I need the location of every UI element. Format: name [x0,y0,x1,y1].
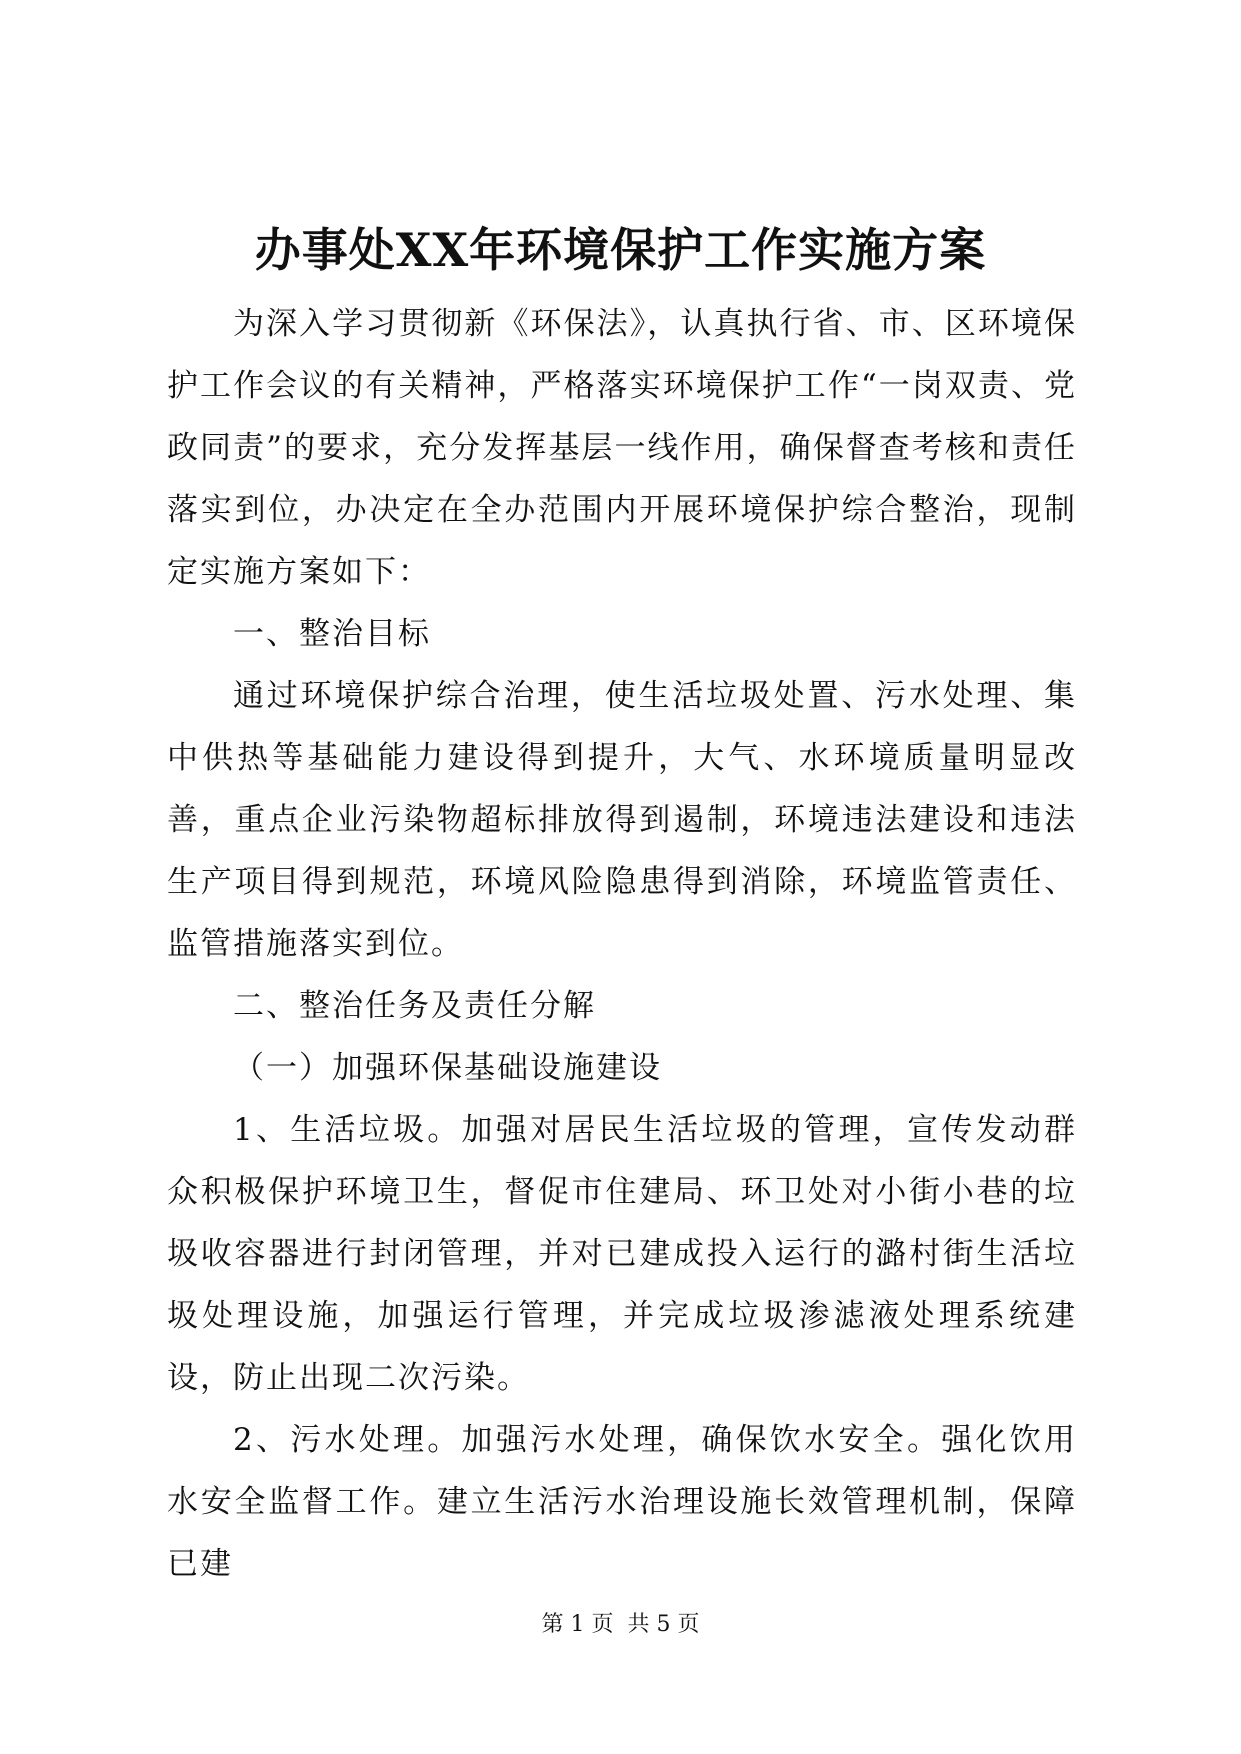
subsection-heading-infrastructure: （一）加强环保基础设施建设 [233,1050,662,1086]
item-paragraph-garbage: 1、生活垃圾。加强对居民生活垃圾的管理，宣传发动群众积极保护环境卫生，督促市住建局、环卫处对小街小巷的垃圾收容器进行封闭管理，并对已建成投入运行的潞村街生活垃圾处理设施，加强运行管理，并完成垃圾渗滤液处理系统建设，防止出现二次污染。 [167,1112,1077,1396]
document-title: 办事处XX年环境保护工作实施方案 [254,223,987,277]
document-body [167,293,1077,1595]
intro-paragraph: 为深入学习贯彻新《环保法》，认真执行省、市、区环境保护工作会议的有关精神，严格落实环境保护工作“一岗双责、党政同责”的要求，充分发挥基层一线作用，确保督查考核和责任落实到位，办决定在全办范围内开展环境保护综合整治，现制定实施方案如下： [167,306,1077,590]
page-number-label: 第 1 页 共 5 页 [541,1612,700,1637]
section-heading-goals: 一、整治目标 [233,616,431,652]
page-footer [0,1610,1241,1640]
section-heading-tasks: 二、整治任务及责任分解 [233,988,596,1024]
item-paragraph-sewage: 2、污水处理。加强污水处理，确保饮水安全。强化饮用水安全监督工作。建立生活污水治理设施长效管理机制，保障已建 [167,1422,1077,1582]
goals-paragraph: 通过环境保护综合治理，使生活垃圾处置、污水处理、集中供热等基础能力建设得到提升，大气、水环境质量明显改善，重点企业污染物超标排放得到遏制，环境违法建设和违法生产项目得到规范，环境风险隐患得到消除，环境监管责任、监管措施落实到位。 [167,678,1077,962]
